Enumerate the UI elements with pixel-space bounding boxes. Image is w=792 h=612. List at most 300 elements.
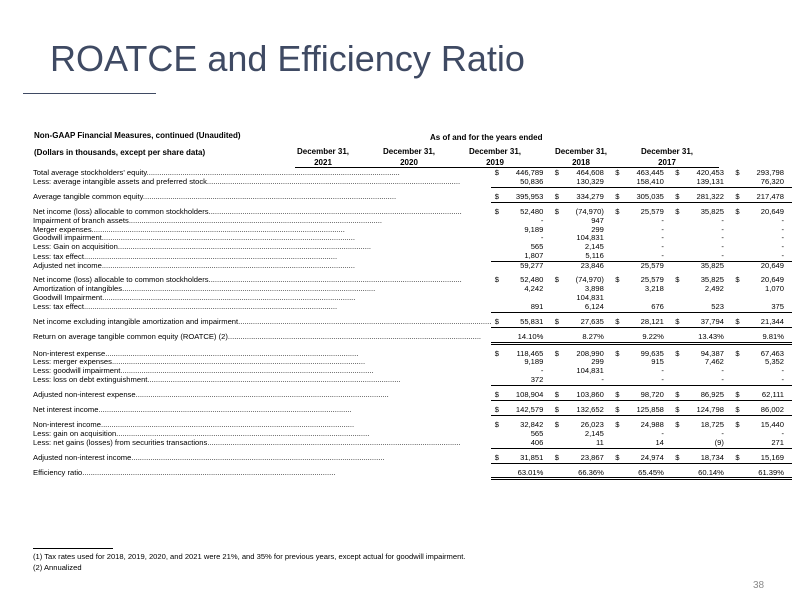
dollar-sign: $ [672, 193, 680, 202]
dollar-sign [672, 243, 680, 252]
dollar-sign [672, 367, 680, 376]
table-row [33, 367, 792, 376]
row-label: Efficiency ratio........................................................................................................................ [33, 468, 336, 478]
cell-value: 130,329 [559, 178, 612, 187]
row-label: Less: Gain on acquisition........................................................................................................................ [33, 243, 372, 252]
row-label: Merger expenses........................................................................................................................ [33, 225, 345, 234]
cell-value: 406 [499, 439, 551, 448]
dollar-sign [672, 376, 680, 385]
row-label: Non-interest income........................................................................................................................ [33, 420, 355, 429]
column-header-year: 2021 [314, 158, 332, 167]
cell-value: 20,649 [760, 206, 784, 216]
column-header-year: 2019 [486, 158, 504, 167]
dollar-sign [491, 439, 499, 448]
cell-value: 55,831 [499, 318, 551, 327]
row-label: Return on average tangible common equity (ROATCE) (2)........................................................................................................................ [33, 332, 482, 342]
table-row [33, 391, 792, 400]
dollar-sign [672, 303, 680, 312]
table-row [33, 303, 792, 312]
cell-value: 420,453 [696, 168, 724, 177]
column-header-year: 2018 [572, 158, 590, 167]
cell-value: 9,189 [524, 357, 544, 367]
cell-value: 35,825 [700, 261, 724, 271]
cell-value: 915 [651, 357, 664, 367]
cell-value: 565 [530, 428, 544, 438]
dollar-sign [732, 358, 740, 367]
cell-value: - [781, 366, 784, 376]
dollar-sign: $ [735, 419, 740, 429]
cell-value: 281,322 [680, 193, 732, 202]
column-header-year: 2020 [400, 158, 418, 167]
cell-value: 37,794 [680, 318, 732, 327]
dollar-sign: $ [675, 419, 680, 429]
leader-dots: ........................................................................................................................ [111, 358, 366, 367]
dollar-sign [551, 303, 559, 312]
dollar-sign: $ [494, 168, 499, 177]
dollar-sign: $ [491, 193, 499, 202]
cell-value: 15,169 [740, 454, 792, 463]
cell-value [680, 294, 732, 303]
dollar-sign: $ [675, 348, 680, 358]
leader-dots: ........................................................................................................................ [135, 391, 389, 400]
dollar-sign: $ [732, 391, 740, 400]
cell-value: - [781, 215, 784, 225]
column-header-2018 [541, 146, 621, 168]
cell-value: 52,480 [520, 275, 544, 285]
cell-value: - [721, 366, 724, 376]
dollar-sign [491, 367, 499, 376]
column-header-2017 [627, 146, 707, 168]
leader-dots: ........................................................................................................................ [146, 169, 400, 177]
cell-value: 21,344 [740, 318, 792, 327]
dollar-sign: $ [612, 454, 620, 463]
cell-value: 375 [740, 303, 792, 312]
dollar-sign [551, 234, 559, 243]
table-row [33, 226, 792, 235]
dollar-sign [612, 333, 620, 343]
leader-dots: ........................................................................................................................ [101, 234, 355, 243]
cell-value: - [661, 242, 664, 252]
dollar-sign [612, 358, 620, 367]
leader-dots: ........................................................................................................................ [207, 438, 461, 447]
table-row [33, 318, 792, 327]
dollar-sign: $ [732, 318, 740, 327]
row-label: Less: loss on debt extinguishment........................................................................................................................ [33, 376, 401, 385]
cell-value: 98,720 [620, 391, 672, 400]
dollar-sign [551, 376, 559, 385]
cell-value: 15,440 [760, 419, 784, 429]
row-label: Impairment of branch assets........................................................................................................................ [33, 216, 382, 225]
cell-value: 446,789 [515, 168, 544, 177]
slide-title: ROATCE and Efficiency Ratio [50, 38, 525, 79]
dollar-sign [672, 469, 680, 479]
cell-value: - [721, 428, 724, 438]
dollar-sign [672, 226, 680, 235]
dollar-sign: $ [494, 206, 499, 216]
dollar-sign [612, 252, 620, 261]
cell-value: - [781, 428, 784, 438]
dollar-sign [612, 178, 620, 187]
row-label: Less: tax effect........................................................................................................................ [33, 252, 338, 261]
cell-value: 103,860 [559, 391, 612, 400]
dollar-sign: $ [615, 206, 620, 216]
dollar-sign: $ [672, 406, 680, 415]
cell-value: - [620, 376, 672, 385]
leader-dots: ........................................................................................................................ [83, 302, 338, 312]
cell-value: - [781, 224, 784, 234]
dollar-sign [491, 358, 499, 367]
dollar-sign: $ [612, 318, 620, 327]
column-header-line1: December 31, [382, 147, 436, 156]
cell-value: 217,478 [740, 193, 792, 202]
dollar-sign [732, 469, 740, 479]
dollar-sign [672, 358, 680, 367]
dollar-sign [612, 430, 620, 439]
cell-value: 24,974 [620, 454, 672, 463]
dollar-sign [551, 252, 559, 261]
cell-value: 124,798 [680, 406, 732, 415]
cell-value: 3,898 [584, 283, 604, 293]
cell-value: 28,121 [620, 318, 672, 327]
cell-value [740, 294, 792, 303]
cell-value: 2,492 [704, 283, 724, 293]
column-header-line1: December 31, [554, 147, 608, 156]
row-label: Total average stockholders' equity........................................................................................................................ [33, 169, 400, 177]
dollar-sign [672, 217, 680, 226]
leader-dots: ........................................................................................................................ [102, 293, 356, 302]
dollar-sign [551, 243, 559, 252]
leader-dots: ........................................................................................................................ [131, 453, 385, 462]
dollar-sign [491, 430, 499, 439]
cell-value: 305,035 [620, 193, 672, 202]
column-header-year: 2017 [658, 158, 676, 167]
column-header-2020 [369, 146, 449, 168]
cell-value: - [620, 252, 672, 261]
dollar-sign: $ [675, 275, 680, 285]
cell-value: 94,387 [700, 348, 724, 358]
cell-value: 60.14% [680, 469, 732, 479]
cell-value: 9.22% [620, 333, 672, 343]
cell-value: 35,825 [700, 275, 724, 285]
leader-dots: ........................................................................................................................ [227, 332, 482, 342]
cell-value: 2,145 [584, 242, 604, 252]
row-label: Less: gain on acquisition........................................................................................................................ [33, 429, 370, 438]
leader-dots: ........................................................................................................................ [82, 468, 336, 478]
dollar-sign: $ [554, 348, 559, 358]
dollar-sign [672, 439, 680, 448]
dollar-sign: $ [494, 348, 499, 358]
dollar-sign [551, 262, 559, 271]
dollar-sign: $ [672, 454, 680, 463]
table-row [33, 193, 792, 202]
table-row [33, 169, 792, 178]
dollar-sign [491, 217, 499, 226]
row-label: Net interest income........................................................................................................................ [33, 406, 352, 415]
page-number: 38 [753, 580, 765, 591]
dollar-sign [491, 178, 499, 187]
row-label: Less: average intangible assets and preferred stock........................................................................................................................ [33, 177, 461, 187]
cell-value: 14 [620, 439, 672, 448]
table-units-note: (Dollars in thousands, except per share data) [34, 148, 206, 157]
leader-dots: ........................................................................................................................ [206, 177, 461, 187]
dollar-sign [491, 262, 499, 271]
cell-value: 13.43% [680, 333, 732, 343]
cell-value: 293,798 [756, 168, 784, 177]
leader-dots: ........................................................................................................................ [100, 420, 355, 429]
cell-value: 4,242 [524, 283, 544, 293]
cell-value: 139,131 [680, 178, 732, 187]
table-row [33, 294, 792, 303]
cell-value: - [661, 224, 664, 234]
table-row [33, 350, 792, 359]
dollar-sign [491, 243, 499, 252]
table-row [33, 178, 792, 187]
cell-value: - [661, 428, 664, 438]
dollar-sign [672, 430, 680, 439]
cell-value: - [781, 242, 784, 252]
cell-value: 23,846 [580, 261, 604, 271]
dollar-sign [551, 285, 559, 294]
dollar-sign [491, 469, 499, 479]
cell-value: 395,953 [499, 193, 551, 202]
cell-value: 32,842 [520, 419, 544, 429]
table-row [33, 376, 792, 385]
cell-value: 25,579 [640, 206, 664, 216]
cell-value: 9,189 [524, 224, 544, 234]
table-row [33, 243, 792, 252]
dollar-sign [612, 226, 620, 235]
cell-value: 65.45% [620, 469, 672, 479]
dollar-sign [491, 234, 499, 243]
dollar-sign [491, 333, 499, 343]
cell-value: (74,970) [575, 275, 604, 285]
cell-value: 86,002 [740, 406, 792, 415]
cell-value: - [740, 376, 792, 385]
dollar-sign [672, 252, 680, 261]
dollar-sign [551, 217, 559, 226]
cell-value: 67,463 [760, 348, 784, 358]
table-row [33, 358, 792, 367]
dollar-sign: $ [491, 454, 499, 463]
cell-value: 463,445 [636, 168, 664, 177]
dollar-sign [732, 333, 740, 343]
dollar-sign: $ [554, 206, 559, 216]
dollar-sign [732, 243, 740, 252]
cell-value: 11 [559, 439, 612, 448]
dollar-sign [732, 303, 740, 312]
dollar-sign [491, 376, 499, 385]
cell-value: - [559, 376, 612, 385]
cell-value: - [721, 242, 724, 252]
dollar-sign: $ [732, 193, 740, 202]
row-label: Net income (loss) allocable to common stockholders........................................................................................................................ [33, 276, 462, 285]
cell-value: 104,831 [576, 233, 604, 243]
row-label: Less: merger expenses........................................................................................................................ [33, 358, 366, 367]
dollar-sign [491, 252, 499, 261]
cell-value: - [540, 233, 544, 243]
table-row [33, 234, 792, 243]
leader-dots: ........................................................................................................................ [142, 192, 397, 202]
dollar-sign [672, 234, 680, 243]
cell-value: 158,410 [620, 178, 672, 187]
dollar-sign [612, 217, 620, 226]
cell-value: - [781, 233, 784, 243]
dollar-sign [672, 178, 680, 187]
cell-value: 59,277 [520, 261, 544, 271]
cell-value [499, 294, 551, 303]
dollar-sign [491, 303, 499, 312]
table-row [33, 406, 792, 415]
row-label: Adjusted non-interest expense........................................................................................................................ [33, 391, 389, 400]
cell-value: 132,652 [559, 406, 612, 415]
cell-value: - [680, 252, 732, 261]
table-caption: Non-GAAP Financial Measures, continued (Unaudited) [34, 131, 241, 140]
dollar-sign [732, 285, 740, 294]
cell-value: 27,635 [559, 318, 612, 327]
dollar-sign [732, 262, 740, 271]
cell-value: (74,970) [575, 206, 604, 216]
leader-dots: ........................................................................................................................ [120, 367, 374, 376]
row-label: Average tangible common equity........................................................................................................................ [33, 192, 397, 202]
dollar-sign [612, 285, 620, 294]
column-header-line1: December 31, [468, 147, 522, 156]
dollar-sign: $ [491, 406, 499, 415]
leader-dots: ........................................................................................................................ [83, 252, 338, 261]
cell-value: 523 [680, 303, 732, 312]
leader-dots: ........................................................................................................................ [116, 429, 370, 438]
cell-value: - [721, 224, 724, 234]
table-row [33, 262, 792, 271]
dollar-sign [732, 217, 740, 226]
table-row [33, 454, 792, 463]
dollar-sign [491, 285, 499, 294]
dollar-sign [732, 376, 740, 385]
footnote-2: (2) Annualized [33, 563, 82, 572]
cell-value: 125,858 [620, 406, 672, 415]
dollar-sign [732, 178, 740, 187]
dollar-sign: $ [735, 275, 740, 285]
cell-value: 18,734 [680, 454, 732, 463]
cell-value: 20,649 [760, 275, 784, 285]
dollar-sign [672, 294, 680, 303]
dollar-sign: $ [491, 391, 499, 400]
row-label: Goodwill impairment........................................................................................................................ [33, 234, 355, 243]
dollar-sign: $ [551, 406, 559, 415]
table-row [33, 333, 792, 343]
row-label: Non-interest expense........................................................................................................................ [33, 349, 359, 358]
dollar-sign [551, 333, 559, 343]
cell-value: 26,023 [580, 419, 604, 429]
dollar-sign: $ [554, 168, 559, 177]
cell-value: 299 [591, 357, 604, 367]
cell-value: 372 [499, 376, 551, 385]
cell-value: 63.01% [499, 469, 551, 479]
dollar-sign: $ [612, 193, 620, 202]
cell-value: 6,124 [559, 303, 612, 312]
cell-value: 66.36% [559, 469, 612, 479]
cell-value: - [680, 376, 732, 385]
dollar-sign [551, 226, 559, 235]
cell-value: 208,990 [576, 348, 604, 358]
dollar-sign [551, 358, 559, 367]
leader-dots: ........................................................................................................................ [117, 243, 372, 252]
table-row [33, 217, 792, 226]
dollar-sign [612, 234, 620, 243]
cell-value: - [540, 215, 544, 225]
dollar-sign: $ [494, 275, 499, 285]
cell-value: 464,608 [576, 168, 604, 177]
cell-value: 9.81% [740, 333, 792, 343]
dollar-sign [491, 226, 499, 235]
dollar-sign [551, 430, 559, 439]
dollar-sign: $ [732, 454, 740, 463]
non-gaap-table [33, 169, 792, 480]
dollar-sign [551, 178, 559, 187]
cell-value: 52,480 [520, 206, 544, 216]
dollar-sign [612, 469, 620, 479]
dollar-sign: $ [732, 406, 740, 415]
dollar-sign [672, 333, 680, 343]
cell-value: 14.10% [499, 333, 551, 343]
cell-value: 118,465 [516, 348, 544, 358]
dollar-sign [732, 226, 740, 235]
cell-value: 334,279 [559, 193, 612, 202]
dollar-sign [672, 262, 680, 271]
dollar-sign [612, 367, 620, 376]
cell-value: 1,807 [499, 252, 551, 261]
leader-dots: ........................................................................................................................ [238, 317, 492, 326]
footnote-1: (1) Tax rates used for 2018, 2019, 2020, and 2021 were 21%, and 35% for previous years, except actual for goodwill impairment. [33, 552, 466, 561]
table-row [33, 252, 792, 261]
cell-value: 7,462 [704, 357, 724, 367]
dollar-sign: $ [551, 391, 559, 400]
cell-value: 3,218 [644, 283, 664, 293]
dollar-sign [672, 285, 680, 294]
cell-value: 8.27% [559, 333, 612, 343]
cell-value: - [661, 215, 664, 225]
dollar-sign: $ [675, 168, 680, 177]
period-super-header: As of and for the years ended [430, 133, 543, 142]
cell-value: 891 [499, 303, 551, 312]
cell-value: 2,145 [584, 428, 604, 438]
cell-value: 108,904 [499, 391, 551, 400]
dollar-sign: $ [491, 318, 499, 327]
cell-value: 50,836 [499, 178, 551, 187]
column-header-2021 [283, 146, 363, 168]
cell-value: - [721, 233, 724, 243]
leader-dots: ........................................................................................................................ [208, 207, 462, 216]
dollar-sign: $ [554, 275, 559, 285]
cell-value: 5,352 [764, 357, 784, 367]
row-label: Adjusted non-interest income........................................................................................................................ [33, 453, 385, 462]
dollar-sign [732, 234, 740, 243]
cell-value: 299 [591, 224, 604, 234]
dollar-sign: $ [672, 391, 680, 400]
dollar-sign: $ [675, 206, 680, 216]
dollar-sign [491, 294, 499, 303]
dollar-sign: $ [672, 318, 680, 327]
dollar-sign [551, 294, 559, 303]
cell-value: 104,831 [576, 366, 604, 376]
dollar-sign: $ [735, 168, 740, 177]
row-label: Amortization of intangibles........................................................................................................................ [33, 284, 376, 293]
row-label: Less: tax effect........................................................................................................................ [33, 302, 338, 312]
cell-value: 62,111 [740, 391, 792, 400]
dollar-sign: $ [615, 168, 620, 177]
cell-value: 76,320 [740, 178, 792, 187]
footnote-rule [33, 548, 113, 549]
table-row [33, 469, 792, 479]
